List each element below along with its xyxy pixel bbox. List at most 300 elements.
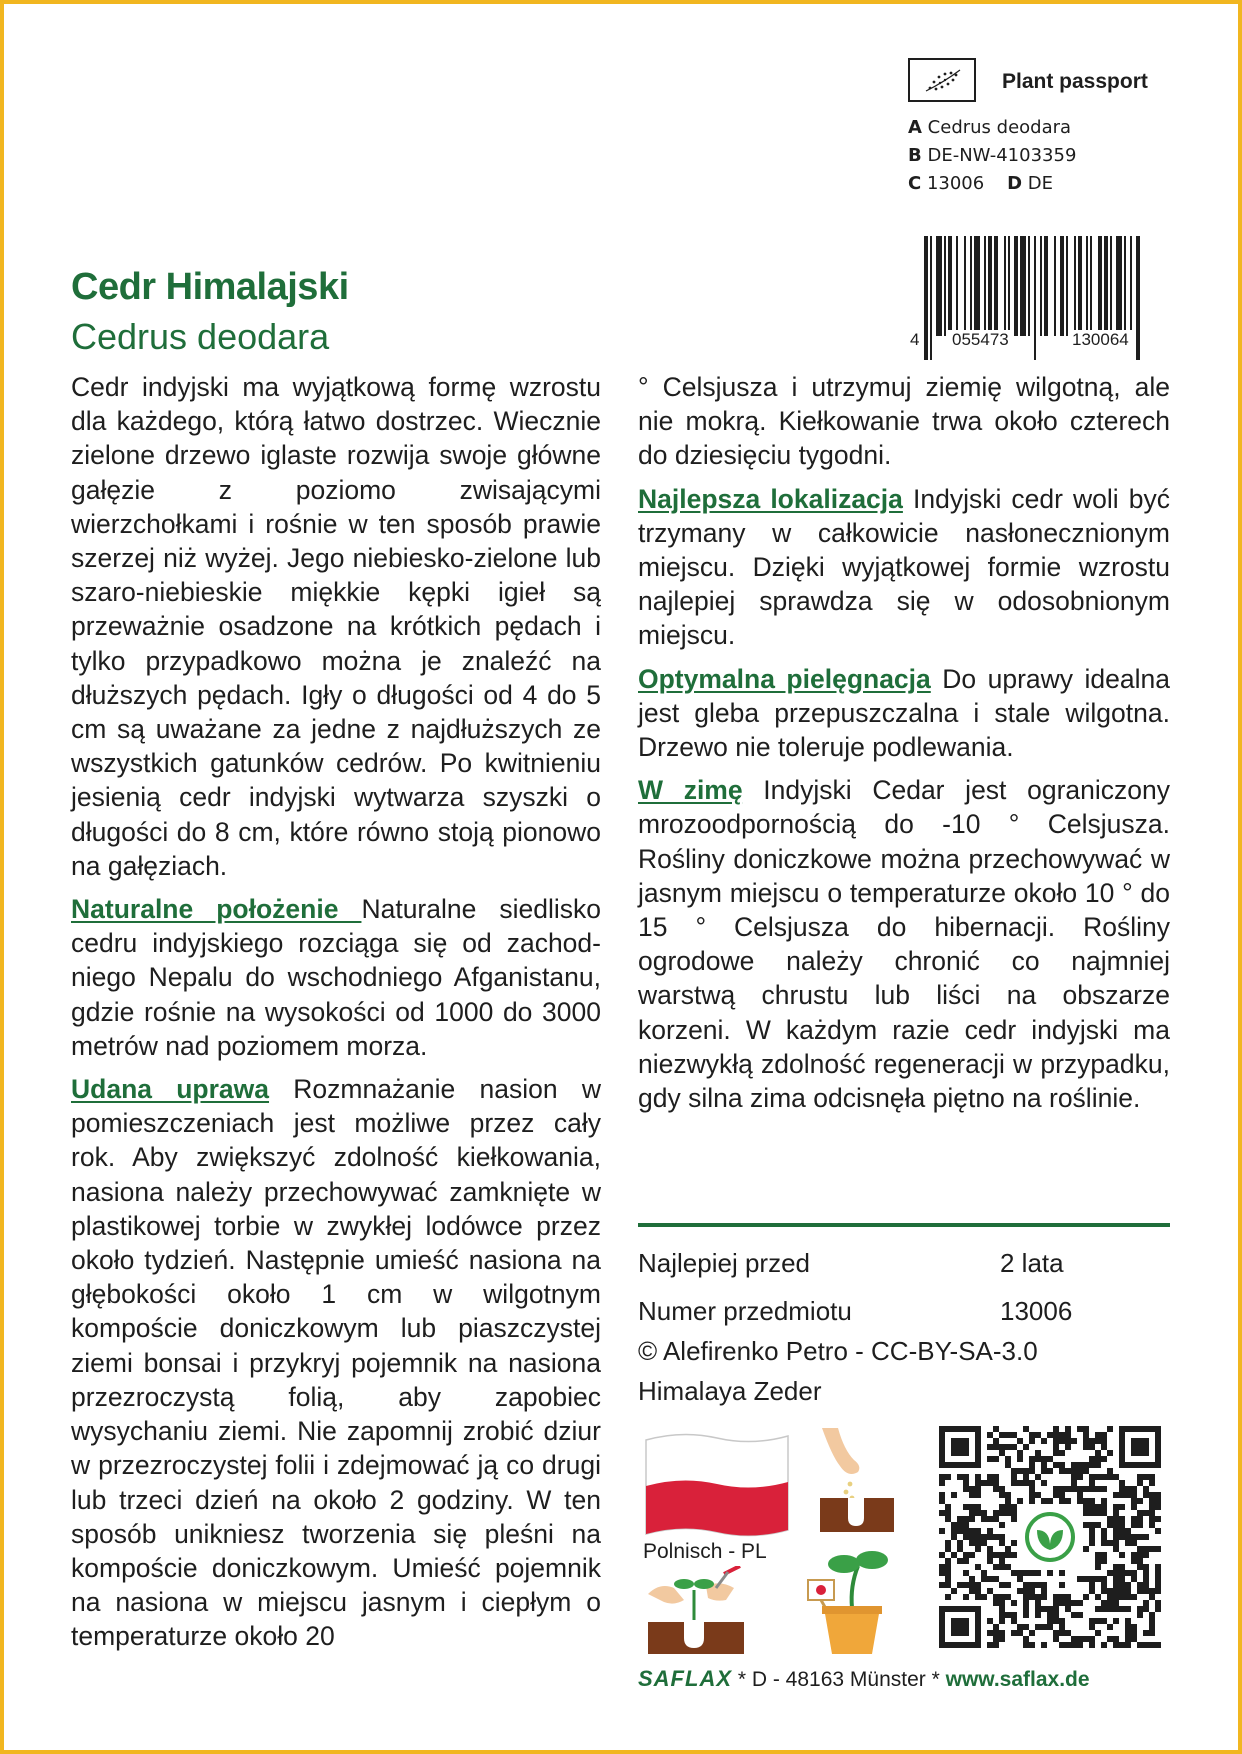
qr-module [1017,1630,1023,1636]
qr-module [1107,1606,1113,1612]
qr-module [1095,1522,1101,1528]
qr-module [1029,1438,1035,1444]
barcode-bars [918,236,1170,376]
qr-module [993,1516,999,1522]
qr-module [993,1636,999,1642]
qr-module [1059,1642,1065,1648]
qr-module [1137,1546,1143,1552]
qr-module [1143,1474,1149,1480]
qr-module [1023,1468,1029,1474]
qr-module [1041,1480,1047,1486]
qr-module [1149,1510,1155,1516]
qr-module [1017,1450,1023,1456]
qr-module [1083,1636,1089,1642]
passport-key-c: C [908,173,922,194]
qr-module [1101,1576,1107,1582]
passport-country: DE [1027,173,1054,194]
qr-module [939,1564,945,1570]
qr-module [987,1558,993,1564]
qr-module [969,1582,975,1588]
barcode-bar [1060,236,1064,336]
qr-module [1113,1588,1119,1594]
website-link[interactable]: www.saflax.de [945,1668,1090,1691]
qr-module [1035,1492,1041,1498]
qr-module [1059,1618,1065,1624]
qr-module [999,1594,1005,1600]
qr-module [1107,1426,1113,1432]
qr-module [963,1528,969,1534]
qr-module [1011,1504,1017,1510]
sowing-hand-icon [812,1426,902,1534]
qr-module [1065,1630,1071,1636]
qr-module [1077,1612,1083,1618]
qr-module [1035,1474,1041,1480]
qr-module [1029,1630,1035,1636]
qr-module [939,1582,945,1588]
qr-module [1095,1630,1101,1636]
qr-module [975,1528,981,1534]
item-number-value: 13006 [1000,1296,1073,1326]
qr-module [1143,1588,1149,1594]
qr-module [1125,1642,1131,1648]
footer [638,1666,1090,1692]
qr-module [969,1528,975,1534]
qr-module [1047,1624,1053,1630]
qr-module [1083,1498,1089,1504]
qr-module [975,1546,981,1552]
qr-module [1149,1480,1155,1486]
barcode-bar [956,236,958,336]
qr-module [999,1450,1005,1456]
barcode-bar [930,236,932,360]
qr-module [981,1594,987,1600]
qr-module [963,1534,969,1540]
qr-module [1011,1552,1017,1558]
qr-module [1125,1636,1131,1642]
qr-module [1029,1462,1035,1468]
qr-module [1101,1600,1107,1606]
qr-module [1119,1528,1125,1534]
qr-module [1137,1534,1143,1540]
qr-module [1089,1480,1095,1486]
qr-module [987,1642,993,1648]
qr-module [1131,1498,1137,1504]
qr-module [1071,1462,1077,1468]
qr-module [1101,1474,1107,1480]
qr-module [1083,1438,1089,1444]
qr-module [1053,1630,1059,1636]
qr-module [1119,1516,1125,1522]
qr-module [1011,1618,1017,1624]
qr-module [1035,1612,1041,1618]
barcode-bar [1066,236,1068,336]
qr-module [1029,1468,1035,1474]
qr-module [1089,1534,1095,1540]
qr-module [1155,1576,1161,1582]
qr-module [1119,1552,1125,1558]
qr-module [1023,1636,1029,1642]
qr-module [1005,1510,1011,1516]
qr-module [1089,1486,1095,1492]
qr-module [1143,1570,1149,1576]
qr-module [1101,1528,1107,1534]
plant-passport-fields [908,114,1076,198]
qr-module [975,1540,981,1546]
qr-module [1065,1486,1071,1492]
qr-module [1065,1426,1071,1432]
cultivation-paragraph [71,1072,601,1653]
qr-module [1101,1534,1107,1540]
qr-module [1095,1510,1101,1516]
qr-module [1107,1450,1113,1456]
qr-module [1023,1444,1029,1450]
qr-module [1053,1444,1059,1450]
qr-module [993,1594,999,1600]
qr-module [999,1432,1005,1438]
qr-module [945,1570,951,1576]
qr-module [1155,1588,1161,1594]
qr-module [951,1534,957,1540]
qr-module [1095,1552,1101,1558]
qr-module [1155,1528,1161,1534]
qr-module [957,1540,963,1546]
qr-module [975,1564,981,1570]
qr-module [1059,1486,1065,1492]
qr-module [1077,1486,1083,1492]
qr-module [1065,1468,1071,1474]
qr-module [1095,1432,1101,1438]
barcode-bar [936,236,942,336]
barcode-bar [1130,236,1132,336]
qr-module [1155,1498,1161,1504]
qr-module [1005,1552,1011,1558]
qr-module [999,1444,1005,1450]
qr-module [1155,1600,1161,1606]
qr-module [1023,1600,1029,1606]
qr-module [1095,1576,1101,1582]
qr-module [1113,1534,1119,1540]
qr-module [1089,1444,1095,1450]
qr-module [1149,1618,1155,1624]
qr-module [1125,1570,1131,1576]
qr-module [963,1516,969,1522]
qr-module [1047,1456,1053,1462]
qr-module [1017,1480,1023,1486]
barcode-bar [974,236,980,336]
qr-module [1059,1492,1065,1498]
qr-module [1053,1600,1059,1606]
qr-module [1071,1438,1077,1444]
qr-module [1011,1600,1017,1606]
qr-module [1053,1492,1059,1498]
qr-module [1071,1474,1077,1480]
qr-module [1125,1594,1131,1600]
qr-module [1137,1612,1143,1618]
qr-module [1047,1468,1053,1474]
qr-module [1041,1606,1047,1612]
qr-module [1113,1642,1119,1648]
potted-plant-icon [800,1546,896,1656]
qr-module [1143,1606,1149,1612]
qr-module [1101,1498,1107,1504]
qr-module [1041,1624,1047,1630]
qr-module [969,1504,975,1510]
qr-module [963,1570,969,1576]
qr-module [1113,1594,1119,1600]
qr-module [999,1636,1005,1642]
qr-module [1023,1582,1029,1588]
qr-module [1011,1480,1017,1486]
barcode-bar [1004,236,1006,336]
qr-module [1107,1600,1113,1606]
qr-module [981,1570,987,1576]
qr-module [1131,1504,1137,1510]
qr-module [1017,1624,1023,1630]
qr-module [999,1486,1005,1492]
qr-module [1005,1504,1011,1510]
qr-module [1053,1618,1059,1624]
qr-module [1107,1588,1113,1594]
qr-module [1047,1606,1053,1612]
qr-module [1125,1540,1131,1546]
qr-module [987,1474,993,1480]
qr-module [1131,1624,1137,1630]
qr-module [1149,1516,1155,1522]
qr-module [1023,1588,1029,1594]
qr-module [1113,1546,1119,1552]
barcode-bar [1086,236,1088,336]
qr-module [1149,1522,1155,1528]
qr-module [1089,1462,1095,1468]
qr-module [1059,1468,1065,1474]
qr-module [945,1594,951,1600]
qr-module [945,1540,951,1546]
barcode-bar [970,236,972,336]
qr-module [1119,1642,1125,1648]
qr-module [1143,1486,1149,1492]
qr-module [975,1480,981,1486]
divider [638,1223,1170,1227]
qr-module [1035,1456,1041,1462]
qr-module [1113,1570,1119,1576]
qr-module [1131,1630,1137,1636]
qr-module [1059,1582,1065,1588]
winter-paragraph [638,773,1170,1115]
qr-module [1113,1582,1119,1588]
qr-module [1041,1594,1047,1600]
barcode-bar [1116,236,1122,336]
qr-module [1095,1450,1101,1456]
qr-module [1089,1498,1095,1504]
qr-module [1011,1516,1017,1522]
qr-module [1149,1594,1155,1600]
barcode-bar [1136,236,1140,360]
qr-module [1101,1642,1107,1648]
qr-module [1131,1534,1137,1540]
qr-module [945,1576,951,1582]
barcode-bar [1014,236,1018,336]
qr-module [1041,1642,1047,1648]
qr-module [1119,1564,1125,1570]
qr-module [1083,1522,1089,1528]
qr-module [975,1534,981,1540]
qr-module [1041,1456,1047,1462]
qr-module [1125,1528,1131,1534]
section-heading-care: Optymalna pielęgnacja [638,663,931,694]
barcode-bar [984,236,986,336]
qr-module [963,1522,969,1528]
natural-habitat-paragraph [71,892,601,1063]
qr-module [1131,1636,1137,1642]
qr-module [1005,1594,1011,1600]
qr-module [1137,1522,1143,1528]
qr-module [987,1576,993,1582]
qr-module [963,1594,969,1600]
qr-module [1059,1450,1065,1456]
qr-module [1095,1474,1101,1480]
barcode-bar [1078,236,1082,336]
qr-module [1083,1432,1089,1438]
qr-module [945,1504,951,1510]
qr-module [1113,1528,1119,1534]
qr-module [993,1426,999,1432]
qr-module [1095,1558,1101,1564]
qr-module [945,1582,951,1588]
barcode-group-left: 055473 [948,330,1013,350]
qr-module [1143,1510,1149,1516]
qr-module [987,1444,993,1450]
qr-module [999,1564,1005,1570]
qr-module [1095,1504,1101,1510]
qr-module [993,1642,999,1648]
qr-module [1125,1486,1131,1492]
qr-module [1089,1588,1095,1594]
qr-module [1053,1438,1059,1444]
qr-module [957,1528,963,1534]
care-text: Do uprawy idealna jest gleba przepuszczalna i stale wilgotna. Drzewo nie toleruje podlewania. [638,663,1170,763]
barcode-digit-first: 4 [910,330,920,349]
qr-module [969,1534,975,1540]
qr-module [993,1480,999,1486]
qr-module [1023,1624,1029,1630]
qr-module [1107,1516,1113,1522]
qr-module [1095,1594,1101,1600]
qr-module [1143,1552,1149,1558]
best-before-label: Najlepiej przed [638,1248,810,1278]
qr-module [1029,1498,1035,1504]
qr-module [1095,1438,1101,1444]
qr-module [975,1510,981,1516]
qr-module [1119,1594,1125,1600]
qr-module [1029,1456,1035,1462]
qr-module [999,1522,1005,1528]
qr-module [1155,1564,1161,1570]
qr-module [1155,1504,1161,1510]
qr-module [1155,1642,1161,1648]
qr-module [1143,1600,1149,1606]
qr-module [1143,1576,1149,1582]
qr-module [1131,1552,1137,1558]
qr-module [963,1552,969,1558]
qr-module [1005,1582,1011,1588]
qr-module [1005,1444,1011,1450]
qr-module [1089,1522,1095,1528]
qr-module [1047,1618,1053,1624]
barcode-bar [1028,236,1030,336]
qr-module [1011,1468,1017,1474]
qr-module [1065,1642,1071,1648]
qr-module [939,1552,945,1558]
qr-module [1125,1624,1131,1630]
qr-module [1029,1594,1035,1600]
qr-module [1107,1594,1113,1600]
qr-module [1089,1576,1095,1582]
qr-module [939,1528,945,1534]
qr-module [993,1534,999,1540]
qr-module [1023,1642,1029,1648]
qr-module [1077,1474,1083,1480]
qr-module [1059,1432,1065,1438]
qr-module [1017,1588,1023,1594]
qr-module [969,1552,975,1558]
german-name: Himalaya Zeder [638,1376,822,1406]
qr-module [1029,1588,1035,1594]
qr-module [1125,1618,1131,1624]
eu-organic-leaf-icon [908,58,976,102]
qr-module [1029,1582,1035,1588]
qr-module [1101,1510,1107,1516]
qr-module [993,1630,999,1636]
qr-module [1077,1642,1083,1648]
qr-module [1101,1606,1107,1612]
qr-module [1149,1624,1155,1630]
qr-module [1005,1456,1011,1462]
barcode-bar [1074,236,1076,336]
qr-module [1059,1630,1065,1636]
qr-module [963,1474,969,1480]
qr-module [1041,1462,1047,1468]
qr-module [939,1474,945,1480]
qr-module [1089,1636,1095,1642]
photo-credit: © Alefirenko Petro - CC-BY-SA-3.0 [638,1336,1038,1366]
qr-module [1041,1582,1047,1588]
qr-module [993,1600,999,1606]
qr-module [987,1528,993,1534]
qr-module [999,1558,1005,1564]
qr-module [1083,1504,1089,1510]
qr-module [1041,1468,1047,1474]
qr-module [969,1510,975,1516]
qr-module [951,1552,957,1558]
barcode-bar [1034,236,1036,360]
qr-module [1143,1630,1149,1636]
qr-module [1077,1636,1083,1642]
qr-module [1101,1558,1107,1564]
qr-module [1125,1492,1131,1498]
qr-module [1125,1630,1131,1636]
qr-module [999,1534,1005,1540]
qr-module [987,1516,993,1522]
qr-module [1095,1462,1101,1468]
qr-module [1089,1582,1095,1588]
qr-module [993,1576,999,1582]
qr-module [957,1474,963,1480]
qr-module [1137,1552,1143,1558]
qr-module [1101,1540,1107,1546]
qr-module [1149,1492,1155,1498]
barcode-group-right: 130064 [1068,330,1133,350]
qr-module [1149,1588,1155,1594]
